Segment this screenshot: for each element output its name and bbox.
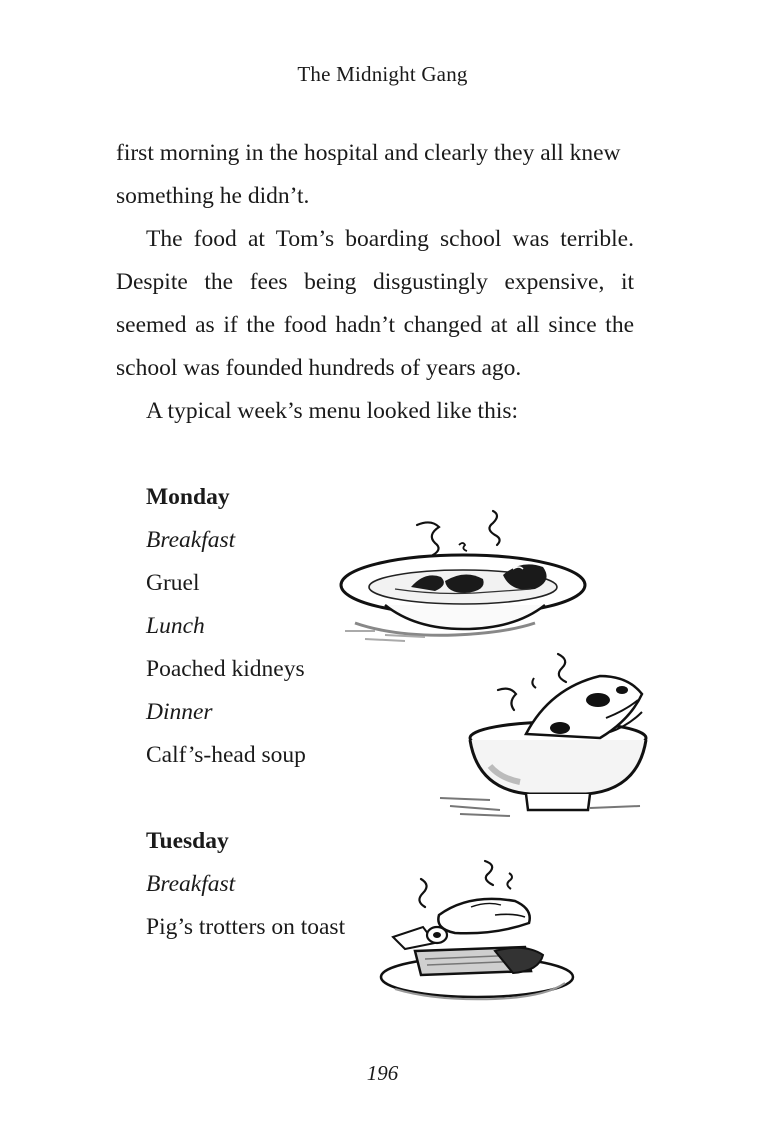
body-text	[116, 132, 634, 433]
paragraph-menu-intro: A typical week’s menu looked like this:	[146, 398, 519, 424]
menu-meal-label-breakfast: Breakfast	[146, 527, 236, 553]
menu-day-tuesday: Tuesday	[146, 828, 229, 854]
running-head: The Midnight Gang	[297, 62, 468, 86]
menu-meal-label-dinner: Dinner	[146, 699, 213, 725]
page-number: 196	[366, 1061, 399, 1085]
trotters-toast-illustration	[375, 855, 580, 1005]
weekly-menu	[146, 476, 345, 949]
menu-meal-label-breakfast-tuesday: Breakfast	[146, 871, 236, 897]
soup-bowl-illustration	[430, 648, 660, 833]
paragraph-continuation: first morning in the hospital and clearly they all knew something he didn’t.	[116, 140, 621, 209]
menu-dish-calfs-head-soup: Calf’s-head soup	[146, 742, 306, 768]
menu-dish-gruel: Gruel	[146, 570, 200, 596]
menu-gap	[146, 777, 345, 820]
menu-dish-pigs-trotters: Pig’s trotters on toast	[146, 914, 346, 940]
gruel-plate-illustration	[335, 505, 595, 650]
menu-day-monday: Monday	[146, 484, 230, 510]
menu-meal-label-lunch: Lunch	[146, 613, 205, 639]
paragraph-food: The food at Tom’s boarding school was terrible. Despite the fees being disgustingly expensive, it seemed as if the food hadn’t changed at all since the school was founded hundreds of years ago.	[116, 226, 634, 381]
menu-dish-poached-kidneys: Poached kidneys	[146, 656, 305, 682]
